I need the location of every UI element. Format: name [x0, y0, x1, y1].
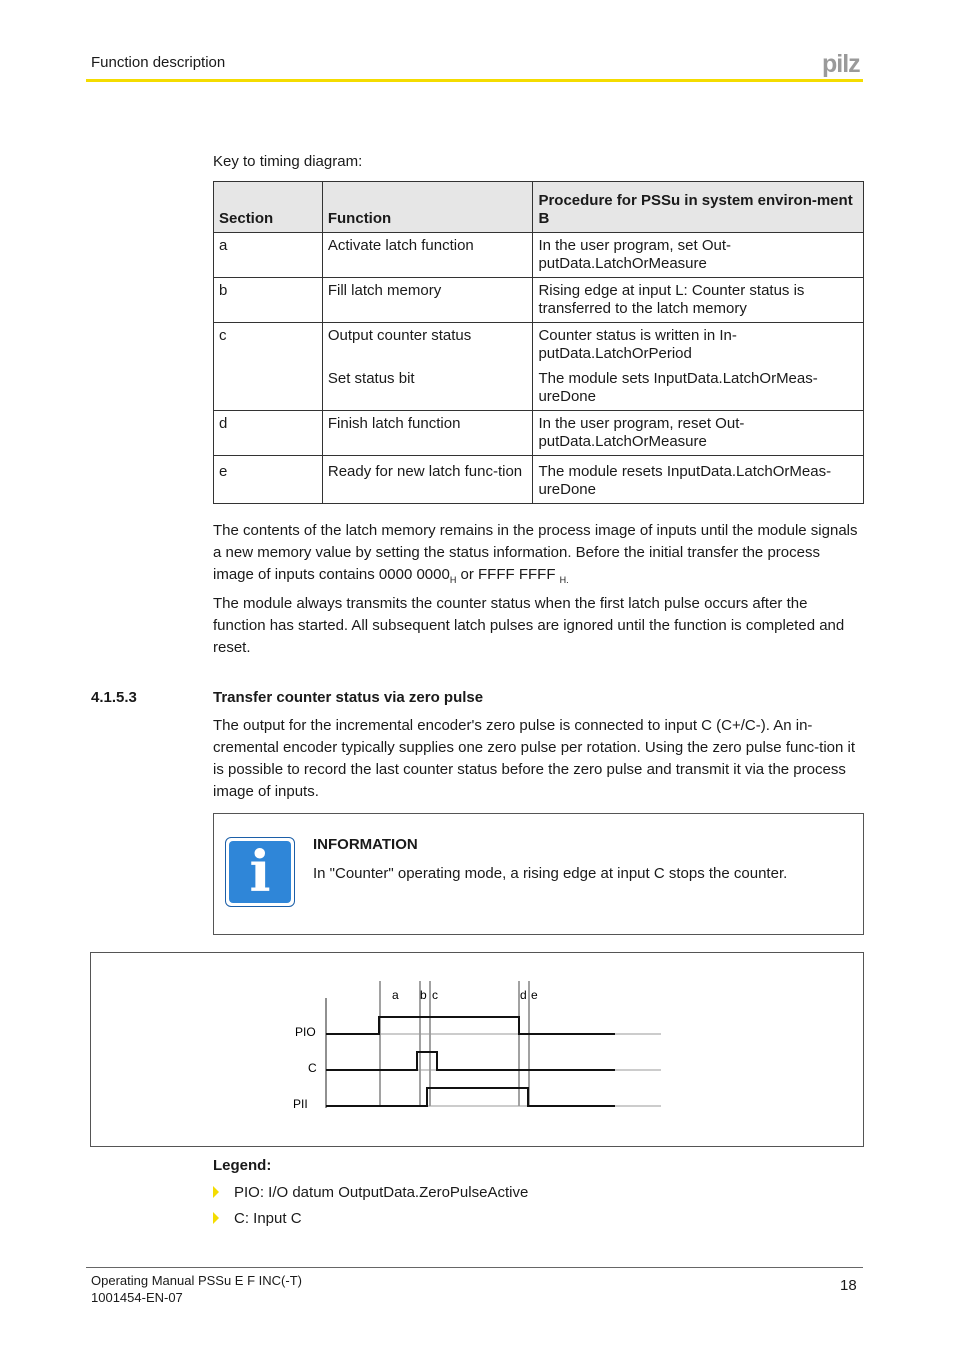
function-text: Set status bit	[327, 370, 415, 387]
procedure-cell: The module resets InputData.LatchOrMeas-ureDone	[533, 456, 864, 504]
pilz-logo: pilz	[822, 50, 860, 78]
marker-label-d: d	[520, 988, 527, 1002]
header-divider	[86, 79, 863, 82]
info-title: INFORMATION	[313, 836, 418, 853]
table-row	[214, 456, 864, 504]
zero-pulse-paragraph: The output for the incremental encoder's zero pulse is connected to input C (C+/C-). An in-cremental encoder typically supplies one zero pulse per rotation. Using the zero pulse func-tion it is possible to record the last counter status before the zero pulse and transmit it via the process image of inputs.	[213, 717, 856, 800]
bullet-arrow-icon	[213, 1212, 219, 1224]
legend-title: Legend:	[213, 1157, 272, 1174]
procedure-text: The module sets InputData.LatchOrMeas-ureDone	[538, 370, 818, 405]
signal-label-c: C	[308, 1061, 317, 1075]
function-text: Output counter status	[327, 327, 472, 344]
section-cell: a	[214, 233, 323, 278]
function-cell	[322, 323, 533, 411]
signal-trace-pii	[326, 1088, 615, 1106]
procedure-cell	[533, 323, 864, 411]
marker-label-e: e	[531, 988, 538, 1002]
marker-label-a: a	[392, 988, 399, 1002]
function-cell: Ready for new latch func-tion	[322, 456, 533, 504]
footer-divider	[86, 1267, 863, 1268]
footer-manual-title: Operating Manual PSSu E F INC(-T)	[91, 1273, 302, 1288]
counter-status-paragraph: The module always transmits the counter status when the first latch pulse occurs after the function has started. All subsequent latch pulses are ignored until the function is completed and reset.	[213, 595, 845, 656]
column-header: Procedure for PSSu in system environ-ment B	[533, 182, 864, 233]
legend-item: C: Input C	[213, 1210, 302, 1227]
marker-label-b: b	[420, 988, 427, 1002]
section-title: Transfer counter status via zero pulse	[213, 689, 484, 706]
function-cell: Finish latch function	[322, 411, 533, 456]
procedure-cell: Rising edge at input L: Counter status is transferred to the latch memory	[533, 278, 864, 323]
signal-label-pii: PII	[293, 1097, 308, 1111]
function-cell: Activate latch function	[322, 233, 533, 278]
legend-item: PIO: I/O datum OutputData.ZeroPulseActive	[213, 1184, 528, 1201]
column-header: Function	[322, 182, 533, 233]
page-number: 18	[840, 1277, 857, 1294]
procedure-cell: In the user program, reset Out-putData.LatchOrMeasure	[533, 411, 864, 456]
info-icon: i	[225, 837, 295, 907]
section-cell: c	[214, 323, 323, 411]
function-cell: Fill latch memory	[322, 278, 533, 323]
table-row	[214, 278, 864, 323]
bullet-arrow-icon	[213, 1186, 219, 1198]
section-number: 4.1.5.3	[91, 689, 137, 706]
table-header-row	[214, 182, 864, 233]
signal-trace-pio	[326, 1017, 615, 1034]
key-label: Key to timing diagram:	[213, 153, 363, 170]
timing-diagram	[91, 953, 861, 1144]
procedure-cell: In the user program, set Out-putData.LatchOrMeasure	[533, 233, 864, 278]
section-cell: d	[214, 411, 323, 456]
marker-label-c: c	[432, 988, 438, 1002]
procedure-text: Counter status is written in In-putData.LatchOrPeriod	[538, 327, 737, 362]
header-title: Function description	[91, 54, 226, 71]
section-cell: b	[214, 278, 323, 323]
section-cell: e	[214, 456, 323, 504]
footer-doc-number: 1001454-EN-07	[91, 1290, 183, 1305]
table-row	[214, 233, 864, 278]
signal-label-pio: PIO	[295, 1025, 316, 1039]
timing-key-table	[213, 181, 864, 504]
info-text: In "Counter" operating mode, a rising edge at input C stops the counter.	[313, 865, 788, 882]
signal-trace-c	[326, 1052, 615, 1070]
table-row	[214, 411, 864, 456]
column-header: Section	[214, 182, 323, 233]
latch-memory-paragraph: The contents of the latch memory remains in the process image of inputs until the module signals a new memory value by setting the status information. Before the initial transfer the process image of inputs contains 0000 $0000_H$ or FFFF FFFF $_{H.}$	[213, 522, 858, 585]
table-row	[214, 323, 864, 411]
